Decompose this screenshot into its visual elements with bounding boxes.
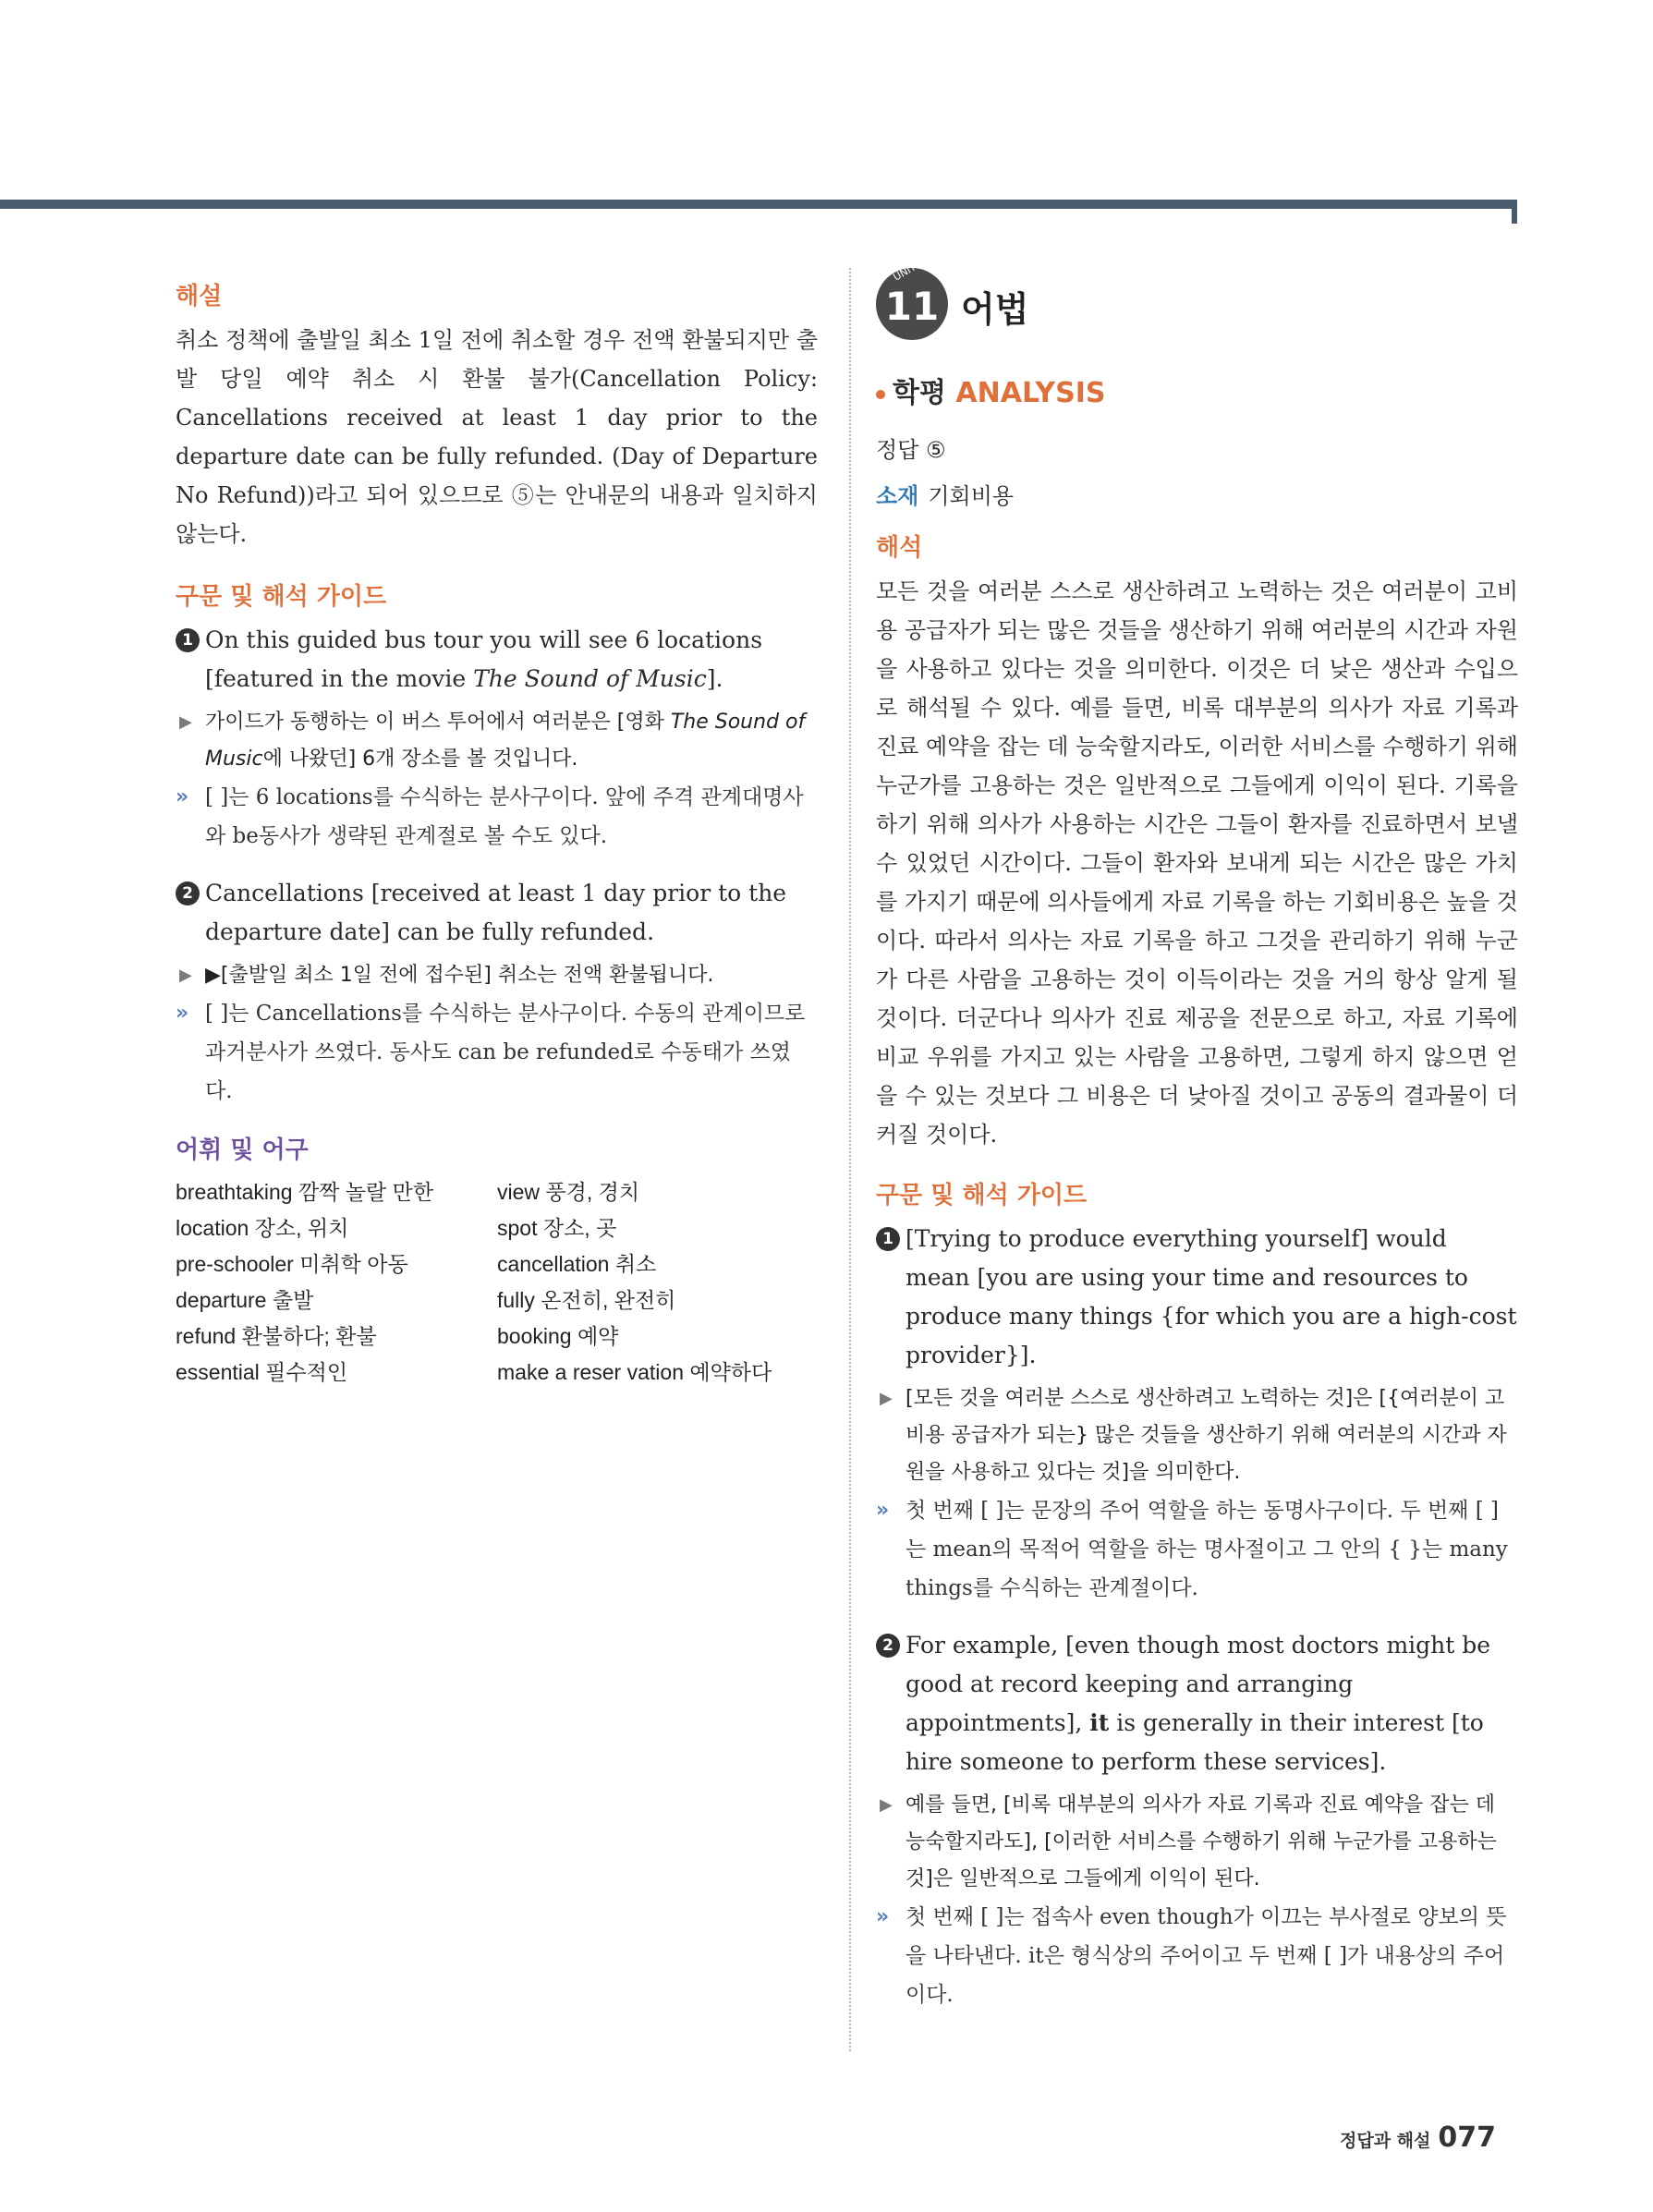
note-text: [ ]는 Cancellations를 수식하는 분사구이다. 수동의 관계이므로 과거분사가 쓰였다. 동사도 can be refunded로 수동태가 쓰였다. xyxy=(205,1002,806,1103)
sentence-number: 2 xyxy=(176,881,200,905)
vocab-item: cancellation 취소 xyxy=(497,1252,657,1276)
vocab-list xyxy=(176,1174,818,1391)
header-rule-tick xyxy=(1512,200,1517,224)
analysis-ko: 학평 xyxy=(893,377,946,409)
double-chevron-icon: » xyxy=(176,1002,187,1025)
unit-header xyxy=(876,261,1518,370)
vocab-item: view 풍경, 경치 xyxy=(497,1180,640,1204)
sentence-bold: it xyxy=(1089,1709,1110,1736)
double-chevron-icon: » xyxy=(176,785,187,808)
answer: 정답 ⑤ xyxy=(876,437,946,463)
note-text: 첫 번째 [ ]는 문장의 주어 역할을 하는 동명사구이다. 두 번째 [ ]는 mean의 목적어 역할을 하는 명사절이고 그 안의 { }는 many things를 수식하는 관계절이다. xyxy=(906,1499,1508,1600)
sentence-text-end: is generally in their interest [to hire someone to perform these services]. xyxy=(906,1709,1484,1775)
translation-1 xyxy=(876,1380,1518,1491)
note-1 xyxy=(876,1491,1518,1608)
triangle-icon: ▶ xyxy=(179,966,192,985)
translation-text-end: 에 나왔던] 6개 장소를 볼 것입니다. xyxy=(262,747,578,771)
triangle-icon: ▶ xyxy=(179,712,192,732)
right-column xyxy=(876,261,1518,2014)
vocab-item: breathtaking 깜짝 놀랄 만한 xyxy=(176,1180,434,1204)
note-text: [ ]는 6 locations를 수식하는 분사구이다. 앞에 주격 관계대명사와 be동사가 생략된 관계절로 볼 수도 있다. xyxy=(205,785,804,848)
triangle-icon: ▶ xyxy=(880,1389,893,1408)
vocab-heading: 어휘 및 어구 xyxy=(176,1136,309,1164)
triangle-icon: ▶ xyxy=(880,1795,893,1815)
translation-text: 예를 들면, [비록 대부분의 의사가 자료 기록과 진료 예약을 잡는 데 능숙할지라도], [이러한 서비스를 수행하기 위해 누군가를 고용하는 것]은 일반적으로 그들에게 이익이 된다. xyxy=(906,1793,1497,1890)
note-1 xyxy=(176,778,818,856)
guide-heading: 구문 및 해석 가이드 xyxy=(176,583,387,611)
vocab-item: location 장소, 위치 xyxy=(176,1216,349,1240)
translation-1 xyxy=(176,704,818,778)
sentence-text: Cancellations [received at least 1 day prior to the departure date] can be fully refunded. xyxy=(205,880,787,945)
page-number: 077 xyxy=(1438,2121,1496,2154)
sentence-number: 1 xyxy=(176,628,200,652)
vocab-item: pre-schooler 미취학 아동 xyxy=(176,1252,408,1276)
sentence-1 xyxy=(176,621,818,699)
sentence-text: On this guided bus tour you will see 6 locations [featured in the movie xyxy=(205,626,763,692)
translation-2 xyxy=(876,1787,1518,1898)
guide-heading: 구문 및 해석 가이드 xyxy=(876,1182,1088,1209)
sentence-text: For example, [even though most doctors might be good at record keeping and arranging appointments], xyxy=(906,1632,1491,1736)
sentence-text: [Trying to produce everything yourself] would mean [you are using your time and resources to produce many things {for which you are a high-cost provider}]. xyxy=(906,1225,1517,1368)
analysis-heading xyxy=(876,370,1518,410)
sentence-2 xyxy=(876,1626,1518,1781)
header-rule xyxy=(0,200,1517,209)
bullet-dot-icon xyxy=(876,390,885,399)
translation-text: 모든 것을 여러분 스스로 생산하려고 노력하는 것은 여러분이 고비용 공급자가 되는 많은 것들을 생산하기 위해 여러분의 시간과 자원을 사용하고 있다는 것을 의미한다. 이것은 더 낮은 생산과 수입으로 해석될 수 있다. 예를 들면, 비록 대부분의 의사가 자료 기록과 진료 예약을 잡는 데 능숙할지라도, 이러한 서비스를 수행하기 위해 누군가를 고용하는 것은 일반적으로 그들에게 이익이 된다. 기록을 하기 위해 의사가 사용하는 시간은 그들이 환자를 진료하면서 보낼 수 있었던 시간이다. 그들이 환자와 보내게 되는 시간은 많은 가치를 가지기 때문에 의사들에게 자료 기록을 하는 기회비용은 높을 것이다. 따라서 의사는 자료 기록을 하고 그것을 관리하기 위해 누군가 다른 사람을 고용하는 것이 이득이라는 것을 거의 항상 알게 될 것이다. 더군다나 의사가 진료 제공을 전문으로 하고, 자료 기록에 비교 우위를 가지고 있는 사람을 고용하면, 그렇게 하지 않으면 얻을 수 있는 것보다 그 비용은 더 낮아질 것이고 공동의 결과물이 더 커질 것이다. xyxy=(876,578,1518,1148)
double-chevron-icon: » xyxy=(876,1905,887,1928)
vocab-item: essential 필수적인 xyxy=(176,1360,348,1384)
vocab-item: make a reser vation 예약하다 xyxy=(497,1360,772,1384)
movie-title: The Sound of Music xyxy=(473,665,707,692)
note-2 xyxy=(176,994,818,1111)
sentence-number: 1 xyxy=(876,1227,900,1251)
vocab-item: departure 출발 xyxy=(176,1288,314,1312)
unit-tag: UNIT xyxy=(891,261,918,284)
topic-value: 기회비용 xyxy=(928,483,1015,509)
vocab-item: spot 장소, 곳 xyxy=(497,1216,617,1240)
note-2 xyxy=(876,1898,1518,2014)
column-divider xyxy=(849,268,851,2051)
sentence-2 xyxy=(176,874,818,952)
commentary-text: 취소 정책에 출발일 최소 1일 전에 취소할 경우 전액 환불되지만 출발 당일 예약 취소 시 환불 불가(Cancellation Policy: Cancellations received at least 1 day prior to the departure date can be fully refunded. (Day of Departure No Refund))라고 되어 있으므로 ⑤는 안내문의 내용과 일치하지 않는다. xyxy=(176,327,818,547)
unit-number: 11 xyxy=(884,284,940,329)
commentary-heading: 해설 xyxy=(176,283,223,310)
unit-badge xyxy=(876,268,948,340)
sentence-number: 2 xyxy=(876,1634,900,1658)
footer-label: 정답과 해설 xyxy=(1339,2131,1431,2151)
sentence-text-end: ]. xyxy=(706,665,723,692)
translation-heading: 해석 xyxy=(876,534,923,562)
analysis-en: ANALYSIS xyxy=(955,377,1106,409)
translation-text: ▶[출발일 최소 1일 전에 접수된] 취소는 전액 환불됩니다. xyxy=(205,964,714,987)
note-text: 첫 번째 [ ]는 접속사 even though가 이끄는 부사절로 양보의 뜻을 나타낸다. it은 형식상의 주어이고 두 번째 [ ]가 내용상의 주어이다. xyxy=(906,1905,1507,2007)
double-chevron-icon: » xyxy=(876,1499,887,1522)
movie-title-ko: The Sound of Music xyxy=(205,711,806,771)
topic-label: 소재 xyxy=(876,483,919,509)
translation-text: 가이드가 동행하는 이 버스 투어에서 여러분은 [영화 xyxy=(205,711,671,734)
vocab-item: fully 온전히, 완전히 xyxy=(497,1288,676,1312)
topic-row xyxy=(876,473,1518,519)
unit-title: 어법 xyxy=(961,289,1029,330)
left-column xyxy=(176,277,818,1391)
vocab-item: refund 환불하다; 환불 xyxy=(176,1324,377,1348)
page-footer xyxy=(1340,2121,1496,2154)
translation-text: [모든 것을 여러분 스스로 생산하려고 노력하는 것]은 [{여러분이 고비용 공급자가 되는} 많은 것들을 생산하기 위해 여러분의 시간과 자원을 사용하고 있다는 것]을 의미한다. xyxy=(906,1387,1507,1484)
vocab-item: booking 예약 xyxy=(497,1324,619,1348)
sentence-1 xyxy=(876,1220,1518,1375)
translation-2 xyxy=(176,957,818,994)
